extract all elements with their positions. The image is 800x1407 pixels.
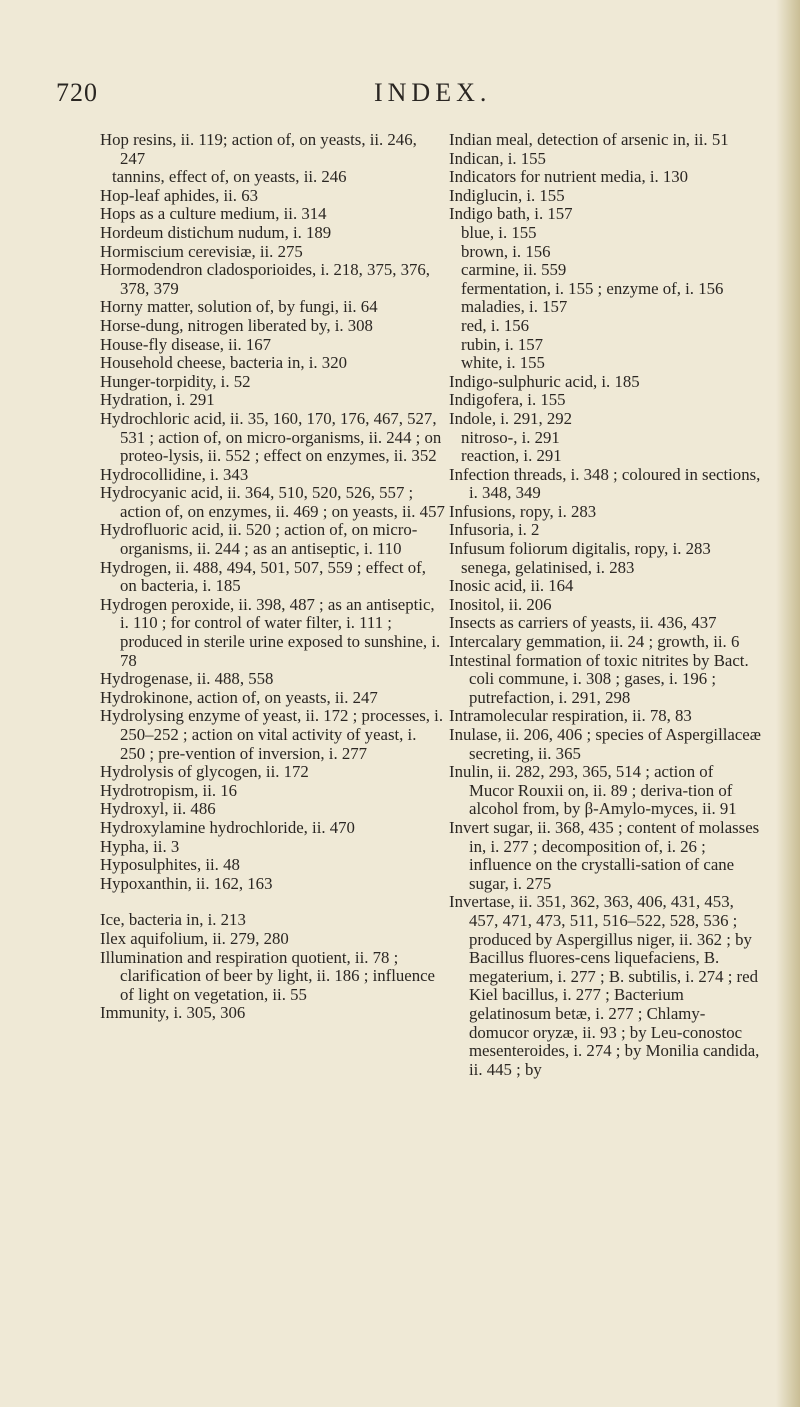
index-subentry: brown, i. 156 (461, 241, 551, 261)
index-entry: Hydroxyl, ii. 486 (100, 799, 216, 819)
index-entry: Inulase, ii. 206, 406 ; species of Aspergillaceæ secreting, ii. 365 (449, 725, 761, 763)
right-column (449, 131, 761, 1079)
page-number: 720 (56, 78, 98, 107)
index-entry: Infusoria, i. 2 (449, 520, 540, 540)
index-entry: Hydration, i. 291 (100, 390, 215, 410)
index-entry: Inulin, ii. 282, 293, 365, 514 ; action of Mucor Rouxii on, ii. 89 ; deriva-tion of alcohol from, by β-Amylo-myces, ii. 91 (449, 762, 737, 819)
index-entry: Hop-leaf aphides, ii. 63 (100, 185, 258, 205)
page-header (0, 78, 800, 118)
index-entry: Illumination and respiration quotient, ii. 78 ; clarification of beer by light, ii. 186 ; influence of light on vegetation, ii. 55 (100, 947, 436, 1004)
index-entry: Hops as a culture medium, ii. 314 (100, 204, 327, 224)
index-entry: Indican, i. 155 (449, 148, 546, 168)
index-entry: Indian meal, detection of arsenic in, ii. 51 (449, 130, 729, 149)
index-entry: Horny matter, solution of, by fungi, ii. 64 (100, 297, 378, 317)
index-entry: Hyposulphites, ii. 48 (100, 855, 240, 875)
right-column-entries (449, 131, 761, 1079)
index-subentry: nitroso-, i. 291 (461, 427, 560, 447)
index-entry: Insects as carriers of yeasts, ii. 436, 437 (449, 613, 717, 633)
index-subentry: carmine, ii. 559 (461, 260, 567, 280)
index-entry: Hydrogen peroxide, ii. 398, 487 ; as an antiseptic, i. 110 ; for control of water filter, i. 111 ; produced in sterile urine exposed to sunshine, i. 78 (100, 594, 441, 670)
index-entry: Indigo bath, i. 157 (449, 204, 573, 224)
index-entry: Intercalary gemmation, ii. 24 ; growth, ii. 6 (449, 632, 740, 652)
index-entry: Hydrogen, ii. 488, 494, 501, 507, 559 ; effect of, on bacteria, i. 185 (100, 557, 426, 596)
index-subentry: red, i. 156 (461, 315, 530, 335)
index-entry: Hydrocollidine, i. 343 (100, 464, 249, 484)
index-entry: Infection threads, i. 348 ; coloured in sections, i. 348, 349 (449, 464, 761, 503)
index-entry: Indole, i. 291, 292 (449, 408, 573, 428)
index-subentry: reaction, i. 291 (461, 446, 562, 466)
index-entry: Hypoxanthin, ii. 162, 163 (100, 873, 273, 893)
section-gap (100, 893, 445, 911)
index-subentry: fermentation, i. 155 ; enzyme of, i. 156 (461, 278, 724, 298)
index-entry: Hydrofluoric acid, ii. 520 ; action of, on micro-organisms, ii. 244 ; as an antiseptic, i. 110 (100, 520, 418, 559)
index-subentry: tannins, effect of, on yeasts, ii. 246 (112, 167, 347, 187)
index-entry: Ice, bacteria in, i. 213 (100, 910, 246, 930)
index-entry: Horse-dung, nitrogen liberated by, i. 308 (100, 315, 373, 335)
running-head: INDEX. (374, 78, 492, 107)
index-entry: Hypha, ii. 3 (100, 836, 180, 856)
index-subentry: white, i. 155 (461, 353, 545, 373)
index-subentry: rubin, i. 157 (461, 334, 544, 354)
index-entry: Ilex aquifolium, ii. 279, 280 (100, 928, 289, 948)
index-entry: Indigo-sulphuric acid, i. 185 (449, 371, 640, 391)
index-entry: Inosic acid, ii. 164 (449, 576, 574, 596)
index-entry: Hydrolysing enzyme of yeast, ii. 172 ; processes, i. 250–252 ; action on vital activity of yeast, i. 250 ; pre-vention of inversion, i. 277 (100, 706, 444, 763)
index-entry: Hunger-torpidity, i. 52 (100, 371, 251, 391)
index-entry: Household cheese, bacteria in, i. 320 (100, 353, 347, 373)
index-entry: Invertase, ii. 351, 362, 363, 406, 431, 453, 457, 471, 473, 511, 516–522, 528, 536 ; produced by Aspergillus niger, ii. 362 ; by Bacillus fluores-cens liquefaciens, B. megaterium, i. 277 ; B. subtilis, i. 274 ; red Kiel bacillus, i. 277 ; Bacterium gelatinosum betæ, i. 277 ; Chlamy-domucor oryzæ, ii. 93 ; by Leu-conostoc mesenteroides, i. 274 ; by Monilia candida, ii. 445 ; by (449, 892, 760, 1079)
index-entry: Infusions, ropy, i. 283 (449, 501, 597, 521)
index-entry: Indiglucin, i. 155 (449, 185, 565, 205)
index-entry: Hydroxylamine hydrochloride, ii. 470 (100, 817, 355, 837)
page-edge-shadow (776, 0, 800, 1407)
index-entry: House-fly disease, ii. 167 (100, 334, 272, 354)
index-entry: Hormiscium cerevisiæ, ii. 275 (100, 241, 303, 261)
index-entry: Hydrolysis of glycogen, ii. 172 (100, 762, 309, 782)
index-entry: Infusum foliorum digitalis, ropy, i. 283 (449, 539, 711, 559)
index-entry: Hydrokinone, action of, on yeasts, ii. 247 (100, 687, 378, 707)
index-entry: Indigofera, i. 155 (449, 390, 566, 410)
index-entry: Hormodendron cladosporioides, i. 218, 375, 376, 378, 379 (100, 260, 430, 298)
index-entry: Inositol, ii. 206 (449, 594, 552, 614)
index-entry: Hydrotropism, ii. 16 (100, 780, 238, 800)
left-column-i-section (100, 911, 445, 1023)
index-entry: Invert sugar, ii. 368, 435 ; content of molasses in, i. 277 ; decomposition of, i. 26 ; influence on the crystalli-sation of cane sugar, i. 275 (449, 817, 760, 893)
index-entry: Hordeum distichum nudum, i. 189 (100, 222, 332, 242)
index-entry: Immunity, i. 305, 306 (100, 1003, 246, 1023)
index-entry: Hop resins, ii. 119; action of, on yeasts, ii. 246, 247 (100, 130, 417, 168)
index-entry: Hydrochloric acid, ii. 35, 160, 170, 176, 467, 527, 531 ; action of, on micro-organisms, ii. 244 ; on proteo-lysis, ii. 552 ; effect on enzymes, ii. 352 (100, 408, 442, 466)
index-entry: Intramolecular respiration, ii. 78, 83 (449, 706, 692, 726)
index-entry: Indicators for nutrient media, i. 130 (449, 167, 689, 187)
index-subentry: blue, i. 155 (461, 222, 537, 242)
index-subentry: senega, gelatinised, i. 283 (461, 557, 635, 577)
left-column-entries (100, 131, 445, 893)
index-subentry: maladies, i. 157 (461, 297, 568, 317)
index-entry: Hydrocyanic acid, ii. 364, 510, 520, 526, 557 ; action of, on enzymes, ii. 469 ; on yeasts, ii. 457 (100, 483, 445, 521)
left-column (100, 131, 445, 1023)
index-entry: Intestinal formation of toxic nitrites by Bact. coli commune, i. 308 ; gases, i. 196 ; putrefaction, i. 291, 298 (449, 650, 749, 707)
index-entry: Hydrogenase, ii. 488, 558 (100, 669, 274, 689)
